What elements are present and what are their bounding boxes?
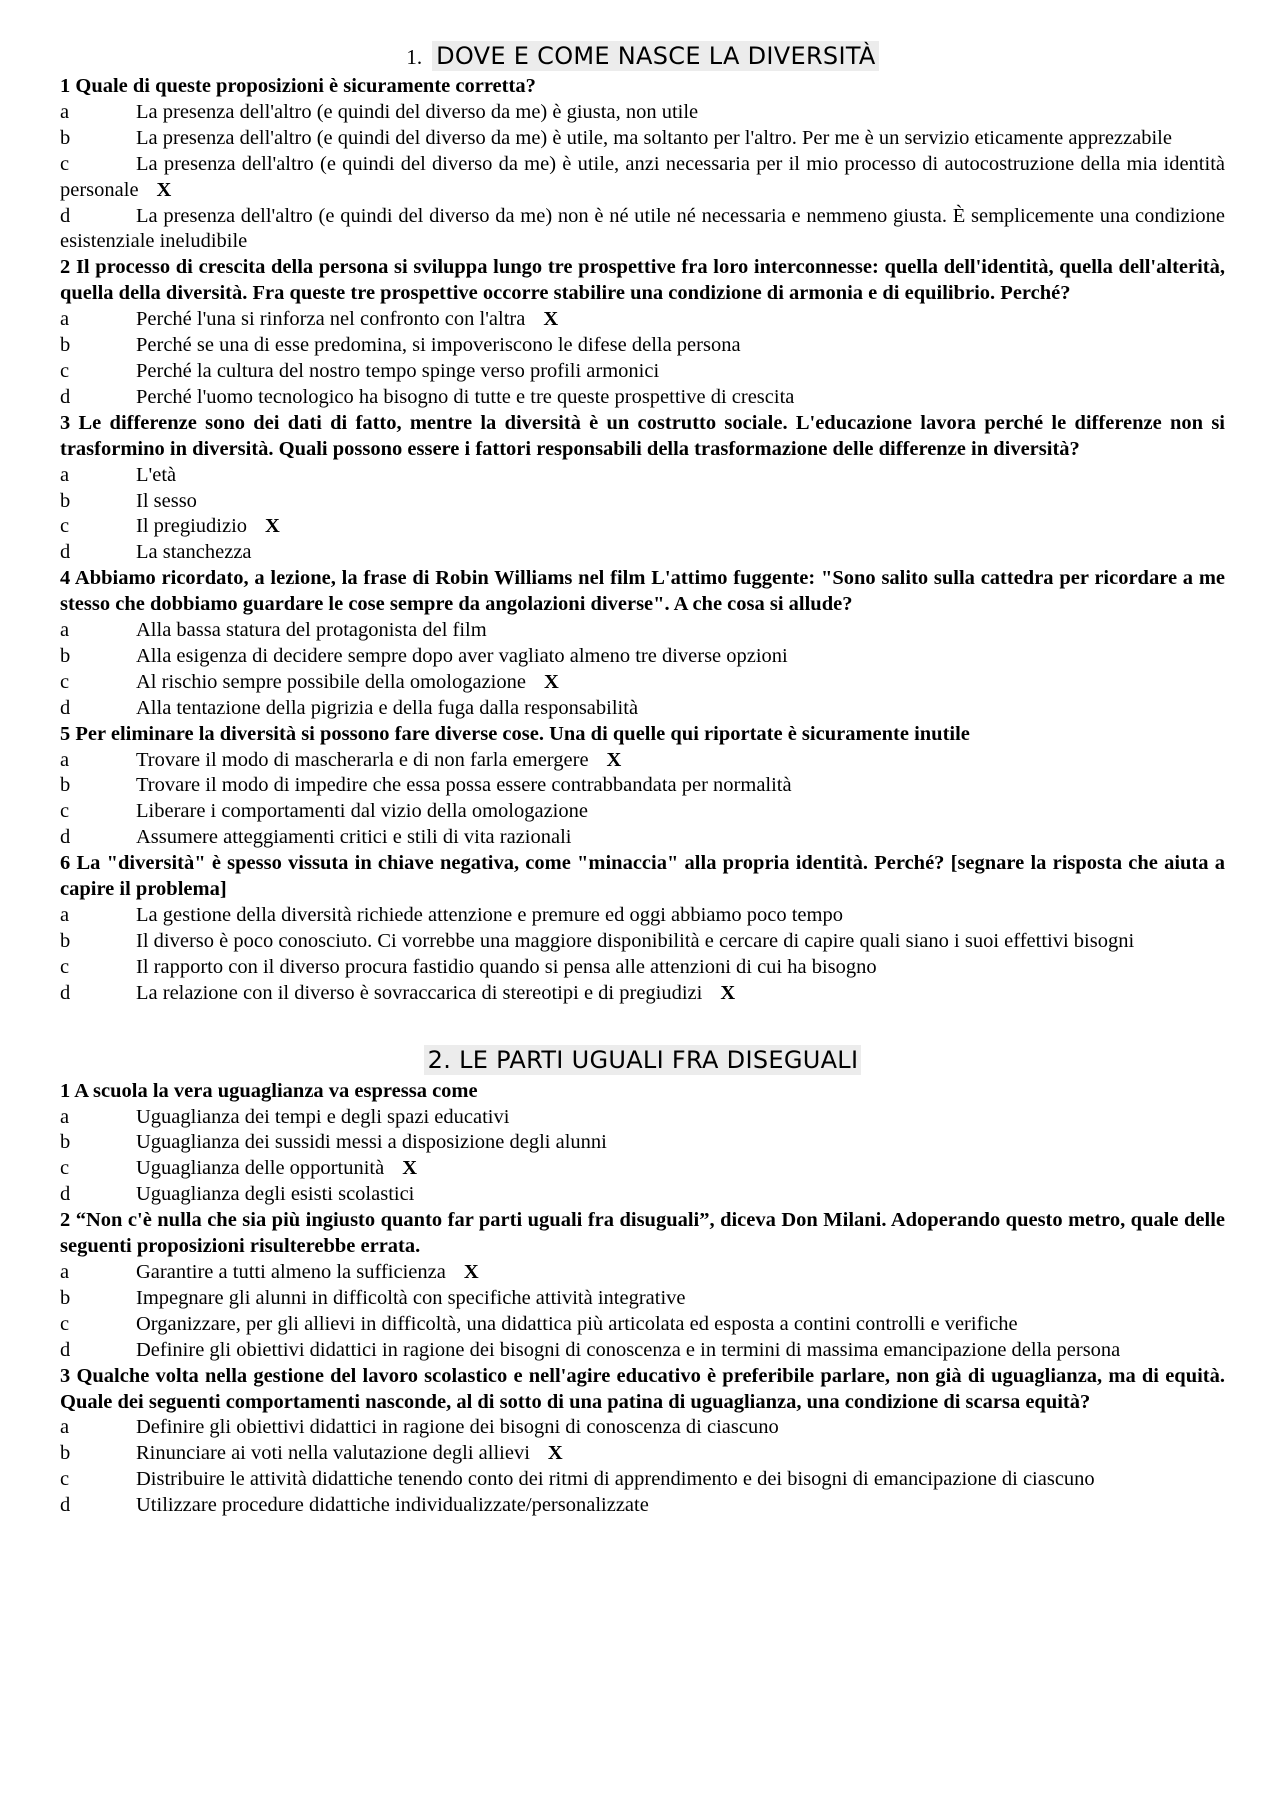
option-text: Liberare i comportamenti dal vizio della omologazione xyxy=(136,800,588,823)
answer-mark: X xyxy=(463,1260,479,1283)
option-letter: c xyxy=(60,800,70,823)
answer-option xyxy=(60,644,1225,670)
option-text: Perché l'uomo tecnologico ha bisogno di tutte e tre queste prospettive di crescita xyxy=(136,385,795,408)
option-letter: a xyxy=(60,100,70,123)
option-text: Assumere atteggiamenti critici e stili di vita razionali xyxy=(136,826,572,849)
answer-mark: X xyxy=(543,670,559,693)
section-2 xyxy=(60,1045,1225,1519)
option-text: Al rischio sempre possibile della omologazione xyxy=(136,670,526,693)
option-letter: c xyxy=(60,670,70,693)
answer-option xyxy=(60,903,1225,929)
option-text: Trovare il modo di mascherarla e di non farla emergere xyxy=(136,748,589,771)
option-letter: a xyxy=(60,463,70,486)
question: 1 A scuola la vera uguaglianza va espressa come xyxy=(60,1079,478,1102)
answer-option xyxy=(60,463,1225,489)
answer-option xyxy=(60,1338,1225,1364)
answer-option xyxy=(60,955,1225,981)
answer-option xyxy=(60,1130,1225,1156)
answer-option xyxy=(60,981,1225,1007)
answer-option xyxy=(60,514,1225,540)
answer-option xyxy=(60,385,1225,411)
question: 1 Quale di queste proposizioni è sicuramente corretta? xyxy=(60,75,536,97)
option-text: Garantire a tutti almeno la sufficienza xyxy=(136,1260,446,1283)
option-text: Impegnare gli alunni in difficoltà con specifiche attività integrative xyxy=(136,1286,686,1309)
answer-mark: X xyxy=(156,178,172,201)
option-text: Organizzare, per gli allievi in difficoltà, una didattica più articolata ed esposta a contini controlli e verifiche xyxy=(136,1312,1018,1335)
option-letter: c xyxy=(60,955,70,978)
option-text: Trovare il modo di impedire che essa possa essere contrabbandata per normalità xyxy=(136,774,792,797)
option-letter: d xyxy=(60,1338,71,1361)
answer-option xyxy=(60,1493,1225,1519)
option-letter: b xyxy=(60,1131,71,1154)
option-text: Utilizzare procedure didattiche individualizzate/personalizzate xyxy=(136,1494,649,1517)
option-letter: c xyxy=(60,515,70,538)
answer-option xyxy=(60,825,1225,851)
answer-option xyxy=(60,100,1225,126)
answer-option xyxy=(60,333,1225,359)
option-letter: d xyxy=(60,1494,71,1517)
option-letter: b xyxy=(60,126,71,149)
option-letter: d xyxy=(60,696,71,719)
option-letter: c xyxy=(60,152,70,175)
option-text: La relazione con il diverso è sovraccarica di stereotipi e di pregiudizi xyxy=(136,981,703,1004)
section-title xyxy=(60,40,1225,74)
answer-option xyxy=(60,307,1225,333)
option-text: Alla esigenza di decidere sempre dopo aver vagliato almeno tre diverse opzioni xyxy=(136,644,788,667)
answer-option xyxy=(60,126,1225,152)
answer-mark: X xyxy=(543,308,559,331)
option-letter: b xyxy=(60,334,71,357)
option-text: Definire gli obiettivi didattici in ragione dei bisogni di conoscenza di ciascuno xyxy=(136,1416,779,1439)
answer-mark: X xyxy=(547,1442,563,1465)
option-letter: d xyxy=(60,385,71,408)
option-letter: a xyxy=(60,748,70,771)
option-text: La presenza dell'altro (e quindi del diverso da me) è utile, ma soltanto per l'altro. Per me è un servizio eticamente apprezzabile xyxy=(136,126,1172,149)
document-page xyxy=(60,40,1225,1519)
option-text: Definire gli obiettivi didattici in ragione dei bisogni di conoscenza e in termini di massima emancipazione della persona xyxy=(136,1338,1121,1361)
option-text: La presenza dell'altro (e quindi del diverso da me) non è né utile né necessaria e nemmeno giusta. È semplicemente una condizione esistenziale ineludibile xyxy=(60,204,1225,253)
section-number: 1. xyxy=(406,45,423,69)
option-text: Perché la cultura del nostro tempo spinge verso profili armonici xyxy=(136,359,660,382)
option-letter: c xyxy=(60,1468,70,1491)
answer-option xyxy=(60,204,1225,256)
option-letter: a xyxy=(60,308,70,331)
question: 2 “Non c'è nulla che sia più ingiusto quanto far parti uguali fra disuguali”, diceva Don Milani. Adoperando questo metro, quale delle seguenti proposizioni risulterebbe errata. xyxy=(60,1209,1225,1258)
answer-option xyxy=(60,670,1225,696)
section-heading: DOVE E COME NASCE LA DIVERSITÀ xyxy=(432,41,879,71)
option-letter: c xyxy=(60,1312,70,1335)
section-1 xyxy=(60,40,1225,1007)
question: 4 Abbiamo ricordato, a lezione, la frase di Robin Williams nel film L'attimo fuggente: "Sono salito sulla cattedra per ricordare a me stesso che dobbiamo guardare le cose sempre da angolazioni diverse". A che cosa si allude? xyxy=(60,567,1225,616)
answer-mark: X xyxy=(606,748,622,771)
question: 6 La "diversità" è spesso vissuta in chiave negativa, come "minaccia" alla propria identità. Perché? [segnare la risposta che aiuta a capire il problema] xyxy=(60,852,1225,901)
answer-option xyxy=(60,1260,1225,1286)
option-text: Il sesso xyxy=(136,489,197,512)
option-text: La presenza dell'altro (e quindi del diverso da me) è giusta, non utile xyxy=(136,100,699,123)
answer-option xyxy=(60,748,1225,774)
option-text: Uguaglianza degli esisti scolastici xyxy=(136,1183,415,1206)
option-letter: b xyxy=(60,774,71,797)
option-text: Uguaglianza delle opportunità xyxy=(136,1157,385,1180)
option-text: Uguaglianza dei tempi e degli spazi educativi xyxy=(136,1105,510,1128)
option-letter: b xyxy=(60,489,71,512)
answer-option xyxy=(60,929,1225,955)
option-letter: a xyxy=(60,904,70,926)
option-letter: b xyxy=(60,929,71,952)
option-letter: d xyxy=(60,826,71,849)
question: 3 Qualche volta nella gestione del lavoro scolastico e nell'agire educativo è preferibile parlare, non già di uguaglianza, ma di equità. Quale dei seguenti comportamenti nasconde, al di sotto di una patina di uguaglianza, una condizione di scarsa equità? xyxy=(60,1364,1225,1413)
option-text: Distribuire le attività didattiche tenendo conto dei ritmi di apprendimento e dei bisogni di emancipazione di ciascuno xyxy=(136,1468,1095,1491)
option-letter: a xyxy=(60,1105,70,1128)
option-text: Rinunciare ai voti nella valutazione degli allievi xyxy=(136,1442,530,1465)
option-letter: d xyxy=(60,541,71,564)
question: 3 Le differenze sono dei dati di fatto, mentre la diversità è un costrutto sociale. L'educazione lavora perché le differenze non si trasformino in diversità. Quali possono essere i fattori responsabili della trasformazione delle differenze in diversità? xyxy=(60,411,1225,460)
answer-option xyxy=(60,1182,1225,1208)
answer-option xyxy=(60,618,1225,644)
option-letter: c xyxy=(60,359,70,382)
answer-option xyxy=(60,1105,1225,1131)
option-text: Alla bassa statura del protagonista del film xyxy=(136,619,487,642)
answer-option xyxy=(60,489,1225,515)
answer-option xyxy=(60,1415,1225,1441)
section-heading: 2. LE PARTI UGUALI FRA DISEGUALI xyxy=(424,1045,862,1075)
option-text: La presenza dell'altro (e quindi del diverso da me) è utile, anzi necessaria per il mio processo di autocostruzione della mia identità personale xyxy=(60,152,1225,201)
question: 5 Per eliminare la diversità si possono fare diverse cose. Una di quelle qui riportate è sicuramente inutile xyxy=(60,722,970,745)
answer-option xyxy=(60,1286,1225,1312)
answer-option xyxy=(60,799,1225,825)
option-text: Perché l'una si rinforza nel confronto con l'altra xyxy=(136,308,526,331)
option-letter: a xyxy=(60,1260,70,1283)
answer-mark: X xyxy=(402,1157,418,1180)
option-letter: d xyxy=(60,981,71,1004)
answer-mark: X xyxy=(265,515,280,538)
answer-option xyxy=(60,1467,1225,1493)
answer-option xyxy=(60,1312,1225,1338)
answer-option xyxy=(60,152,1225,204)
answer-mark: X xyxy=(720,981,736,1004)
option-text: Il rapporto con il diverso procura fastidio quando si pensa alle attenzioni di cui ha bisogno xyxy=(136,955,877,978)
option-letter: b xyxy=(60,1286,71,1309)
option-letter: a xyxy=(60,1416,70,1439)
section-title xyxy=(60,1045,1225,1079)
question: 2 Il processo di crescita della persona si sviluppa lungo tre prospettive fra loro interconnesse: quella dell'identità, quella dell'alterità, quella della diversità. Fra queste tre prospettive occorre stabilire una condizione di armonia e di equilibrio. Perché? xyxy=(60,256,1225,305)
answer-option xyxy=(60,696,1225,722)
option-letter: d xyxy=(60,1183,71,1206)
answer-option xyxy=(60,540,1225,566)
answer-option xyxy=(60,1156,1225,1182)
answer-option xyxy=(60,773,1225,799)
option-text: Il diverso è poco conosciuto. Ci vorrebbe una maggiore disponibilità e cercare di capire quali siano i suoi effettivi bisogni xyxy=(136,929,1135,952)
option-letter: d xyxy=(60,204,71,227)
option-letter: c xyxy=(60,1157,70,1180)
option-text: L'età xyxy=(136,463,177,486)
option-text: La stanchezza xyxy=(136,541,252,564)
option-text: La gestione della diversità richiede attenzione e premure ed oggi abbiamo poco tempo xyxy=(136,904,843,926)
answer-option xyxy=(60,359,1225,385)
option-letter: b xyxy=(60,1442,71,1465)
option-text: Alla tentazione della pigrizia e della fuga dalla responsabilità xyxy=(136,696,639,719)
option-text: Uguaglianza dei sussidi messi a disposizione degli alunni xyxy=(136,1131,607,1154)
option-letter: a xyxy=(60,619,70,642)
option-text: Il pregiudizio xyxy=(136,515,248,538)
option-letter: b xyxy=(60,644,71,667)
option-text: Perché se una di esse predomina, si impoveriscono le difese della persona xyxy=(136,334,741,357)
answer-option xyxy=(60,1441,1225,1467)
